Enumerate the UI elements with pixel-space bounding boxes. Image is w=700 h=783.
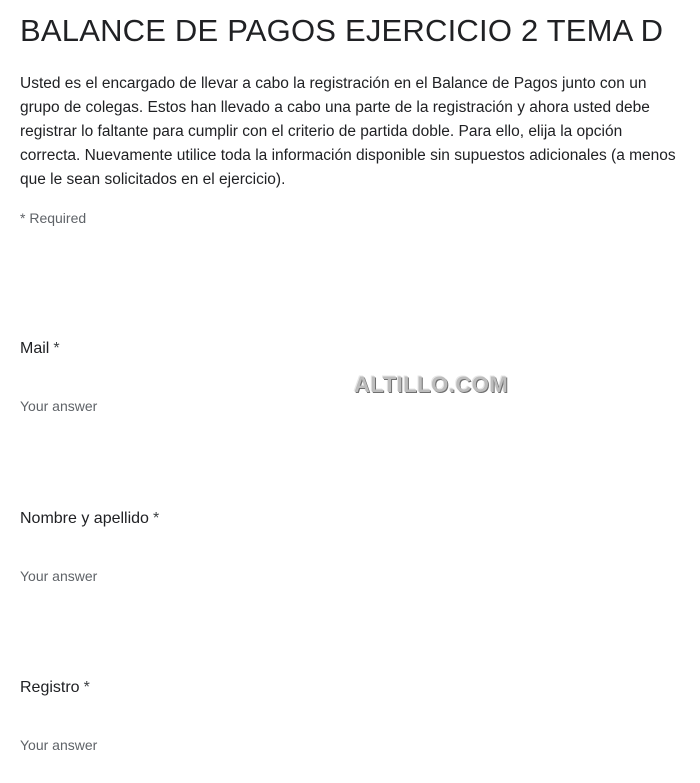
mail-input[interactable]: [20, 396, 320, 416]
form-header: [20, 8, 690, 228]
required-asterisk: *: [53, 340, 60, 357]
question-label-nombre-apellido: [20, 508, 660, 530]
question-mail: [20, 338, 660, 416]
required-asterisk: *: [152, 510, 160, 527]
question-label-mail: [20, 338, 660, 360]
nombre-apellido-input[interactable]: [20, 566, 320, 586]
watermark: ALTILLO.COM: [354, 372, 509, 397]
question-registro: [20, 677, 660, 755]
question-label-registro: [20, 677, 660, 699]
form-description: Usted es el encargado de llevar a cabo la registración en el Balance de Pagos junto con un grupo de colegas. Estos han llevado a cabo una parte de la registración y ahora usted debe registrar lo faltante para cumplir con el criterio de partida doble. Para ello, elija la opción correcta. Nuevamente utilice toda la información disponible sin supuestos adicionales (a menos que le sean solicitados en el ejercicio).: [20, 75, 676, 188]
required-note: * Required: [20, 210, 87, 226]
question-title: Registro: [20, 679, 80, 696]
registro-input[interactable]: [20, 735, 320, 755]
question-title: Mail: [20, 340, 50, 357]
question-title: Nombre y apellido: [20, 510, 149, 527]
form-title: BALANCE DE PAGOS EJERCICIO 2 TEMA D: [20, 13, 664, 48]
required-asterisk: *: [83, 679, 90, 696]
question-nombre-apellido: [20, 508, 660, 586]
